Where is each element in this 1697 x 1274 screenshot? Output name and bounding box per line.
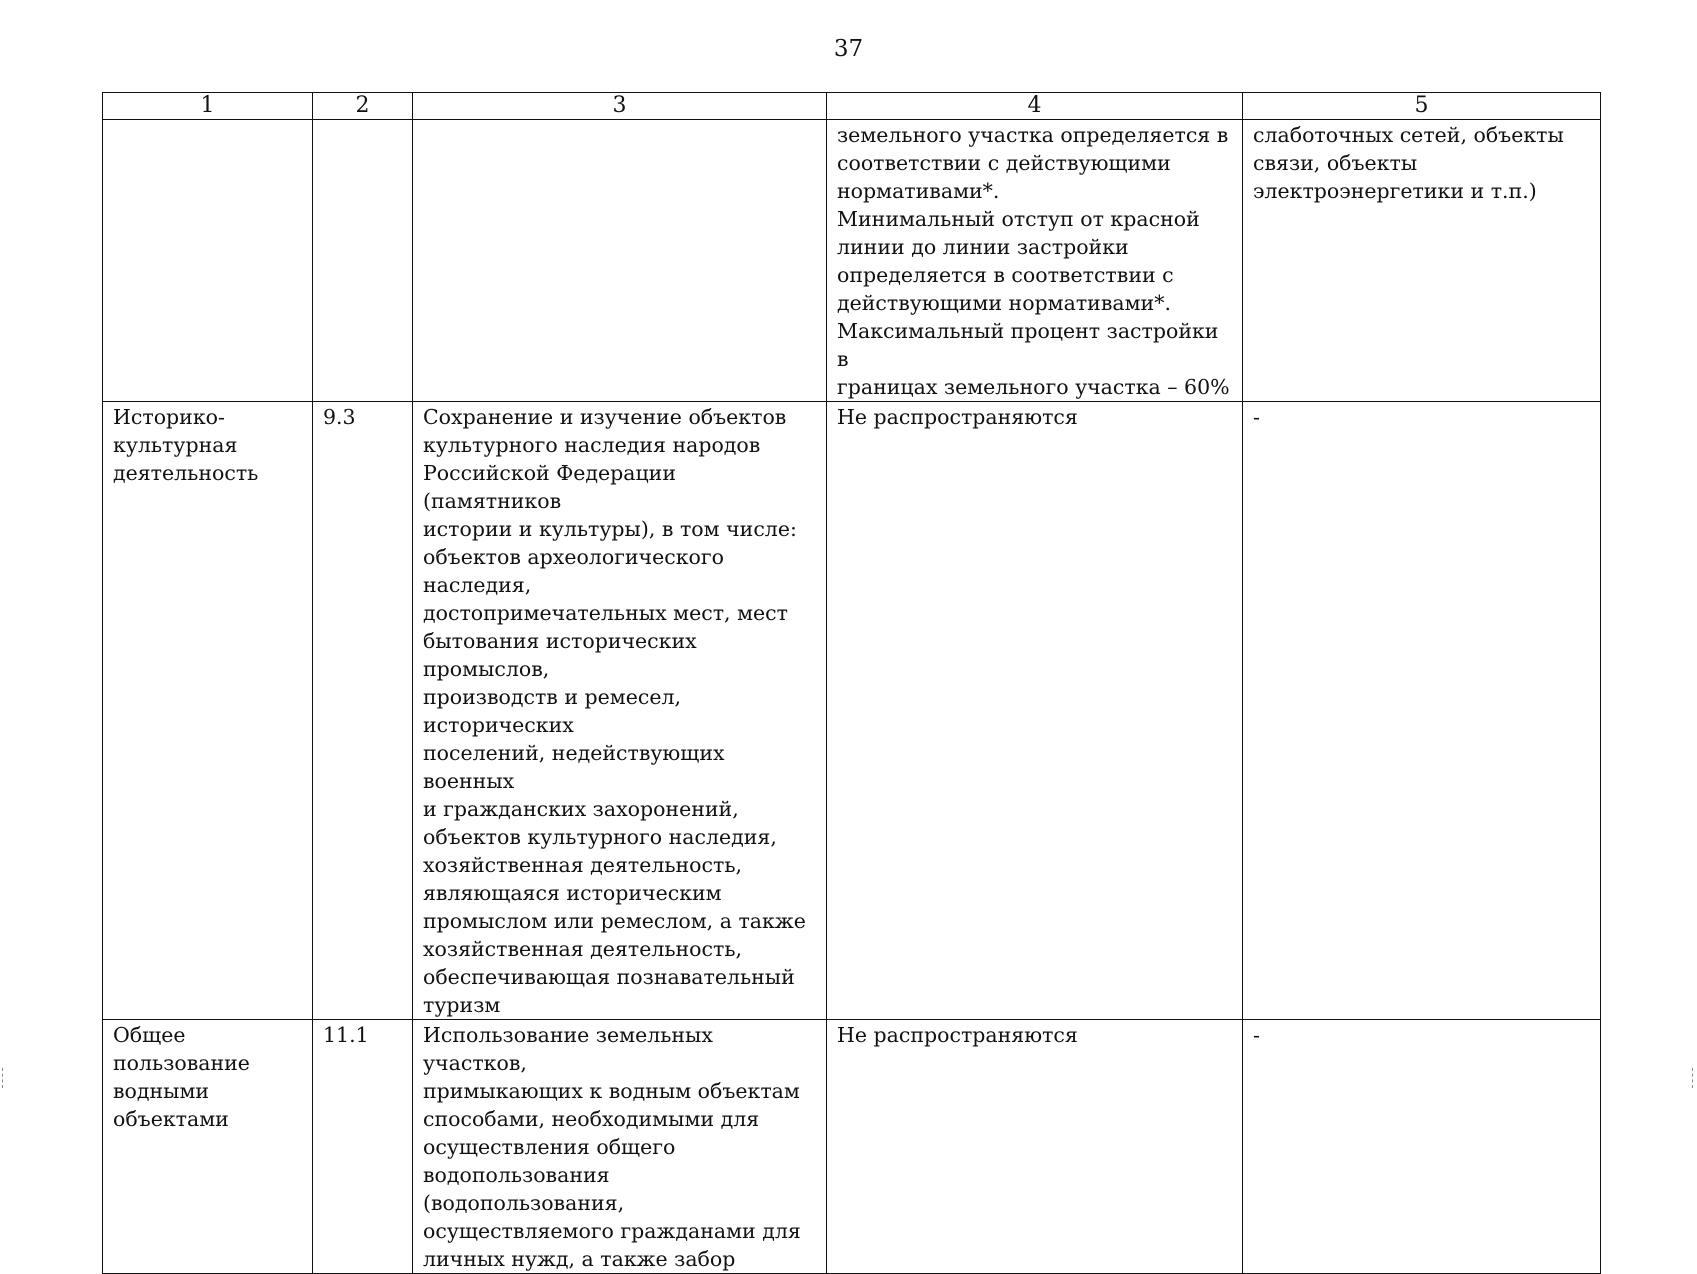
notes-cell: -: [1243, 1020, 1601, 1274]
parameters-cell: Не распространяются: [827, 402, 1243, 1020]
description-cell: Использование земельных участков, примыкающих к водным объектам способами, необходимыми для осуществления общего водопользования (водопользования, осуществляемого гражданами для личных нужд, а также забор: [413, 1020, 827, 1274]
table-row: [103, 120, 1601, 402]
page-number: 37: [833, 36, 864, 62]
description-cell: Сохранение и изучение объектов культурного наследия народов Российской Федерации (памятников истории и культуры), в том числе: объектов археологического наследия, достопримечательных мест, мест бытования исторических промыслов, производств и ремесел, исторических поселений, недействующих военных и гражданских захоронений, объектов культурного наследия, хозяйственная деятельность, являющаяся историческим промыслом или ремеслом, а также хозяйственная деятельность, обеспечивающая познавательный туризм: [413, 402, 827, 1020]
regulations-table: [102, 92, 1601, 1274]
scan-edge-mark-left: [2, 1068, 6, 1088]
code-cell: 9.3: [313, 402, 413, 1020]
notes-cell: слаботочных сетей, объекты связи, объекты электроэнергетики и т.п.): [1243, 120, 1601, 402]
parameters-cell: земельного участка определяется в соответствии с действующими нормативами*. Минимальный отступ от красной линии до линии застройки определяется в соответствии с действующими нормативами*. Максимальный процент застройки в границах земельного участка – 60%: [827, 120, 1243, 402]
code-cell: 11.1: [313, 1020, 413, 1274]
parameters-cell: Не распространяются: [827, 1020, 1243, 1274]
table-header-row: [103, 93, 1601, 120]
use-type-cell: Общее пользование водными объектами: [103, 1020, 313, 1274]
scan-edge-mark-right: [1692, 1068, 1696, 1088]
description-cell: [413, 120, 827, 402]
table-row: [103, 1020, 1601, 1274]
column-header-2: 2: [313, 93, 413, 120]
code-cell: [313, 120, 413, 402]
column-header-4: 4: [827, 93, 1243, 120]
column-header-1: 1: [103, 93, 313, 120]
notes-cell: -: [1243, 402, 1601, 1020]
column-header-5: 5: [1243, 93, 1601, 120]
use-type-cell: [103, 120, 313, 402]
table-row: [103, 402, 1601, 1020]
column-header-3: 3: [413, 93, 827, 120]
use-type-cell: Историко- культурная деятельность: [103, 402, 313, 1020]
